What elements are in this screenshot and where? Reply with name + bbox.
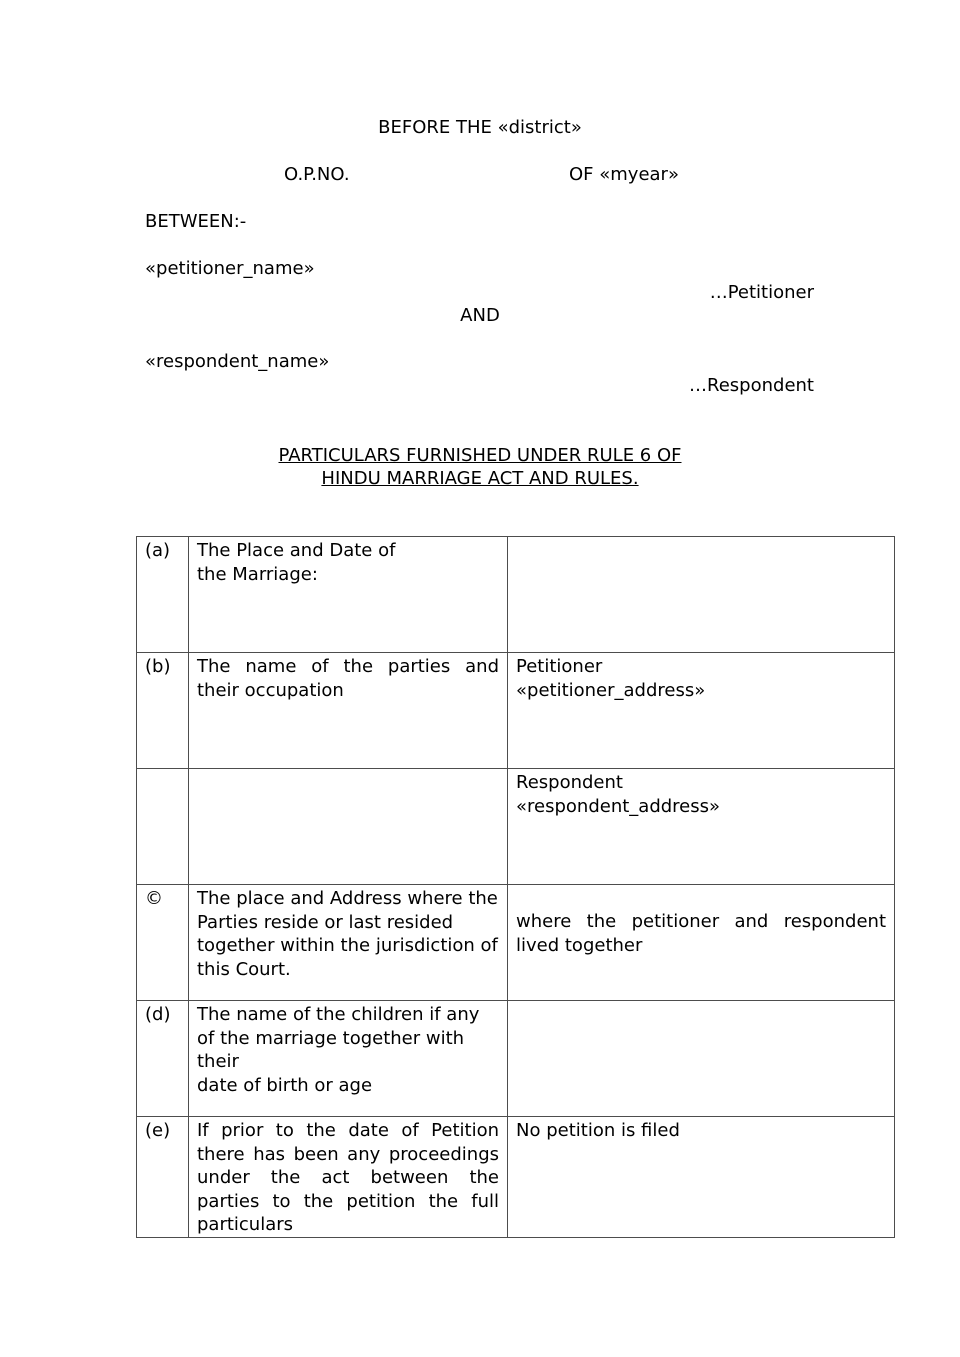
- row-particular: The Place and Date of the Marriage:: [189, 537, 508, 653]
- row-value: [508, 769, 895, 885]
- row-label: (a): [137, 537, 189, 653]
- document-title-line2: HINDU MARRIAGE ACT AND RULES.: [321, 468, 639, 489]
- row-label: ©: [137, 885, 189, 1001]
- row-particular: [189, 1001, 508, 1117]
- row-value: [508, 1001, 895, 1117]
- court-heading: BEFORE THE «district»: [378, 117, 582, 138]
- respondent-name: «respondent_name»: [145, 351, 330, 372]
- row-value-line: «respondent_address»: [516, 795, 721, 817]
- row-particular-line: date of birth or age: [197, 1074, 373, 1096]
- petitioner-role: …Petitioner: [709, 282, 814, 303]
- row-particular-line: Parties reside or last resided: [197, 911, 454, 933]
- between-label: BETWEEN:-: [145, 211, 247, 232]
- row-label: (d): [137, 1001, 189, 1117]
- row-label: [137, 769, 189, 885]
- row-value: [508, 537, 895, 653]
- row-value-line: Respondent: [516, 772, 623, 793]
- table-row: [137, 1117, 895, 1238]
- row-value-line: Petitioner: [516, 656, 603, 677]
- petitioner-name: «petitioner_name»: [145, 258, 315, 279]
- row-particular-line: this Court.: [197, 958, 291, 980]
- table-row: [137, 885, 895, 1001]
- row-value: No petition is filed: [508, 1117, 895, 1238]
- case-year: OF «myear»: [569, 164, 679, 185]
- row-value: where the petitioner and respondent lived together: [508, 885, 895, 1001]
- row-particular-line: of the marriage together with their: [197, 1027, 465, 1072]
- table-row: [137, 1001, 895, 1117]
- row-label: (b): [137, 653, 189, 769]
- row-particular-line: The name of the children if any: [197, 1004, 480, 1025]
- row-particular-line: The place and Address where the: [197, 888, 498, 909]
- particulars-table: [136, 536, 895, 1238]
- row-particular: [189, 769, 508, 885]
- table-row: [137, 769, 895, 885]
- row-particular-line: together within the jurisdiction of: [197, 935, 498, 956]
- row-label: (e): [137, 1117, 189, 1238]
- row-value-line: «petitioner_address»: [516, 679, 706, 701]
- row-value: [508, 653, 895, 769]
- row-particular: [189, 885, 508, 1001]
- table-row: [137, 537, 895, 653]
- row-particular: If prior to the date of Petition there has been any proceedings under the act between the parties to the petition the full particulars: [189, 1117, 508, 1238]
- row-particular: The name of the parties and their occupation: [189, 653, 508, 769]
- op-number: O.P.NO.: [284, 164, 350, 185]
- document-title-line1: PARTICULARS FURNISHED UNDER RULE 6 OF: [278, 445, 682, 466]
- table-row: [137, 653, 895, 769]
- and-label: AND: [460, 305, 500, 326]
- respondent-role: …Respondent: [689, 375, 814, 396]
